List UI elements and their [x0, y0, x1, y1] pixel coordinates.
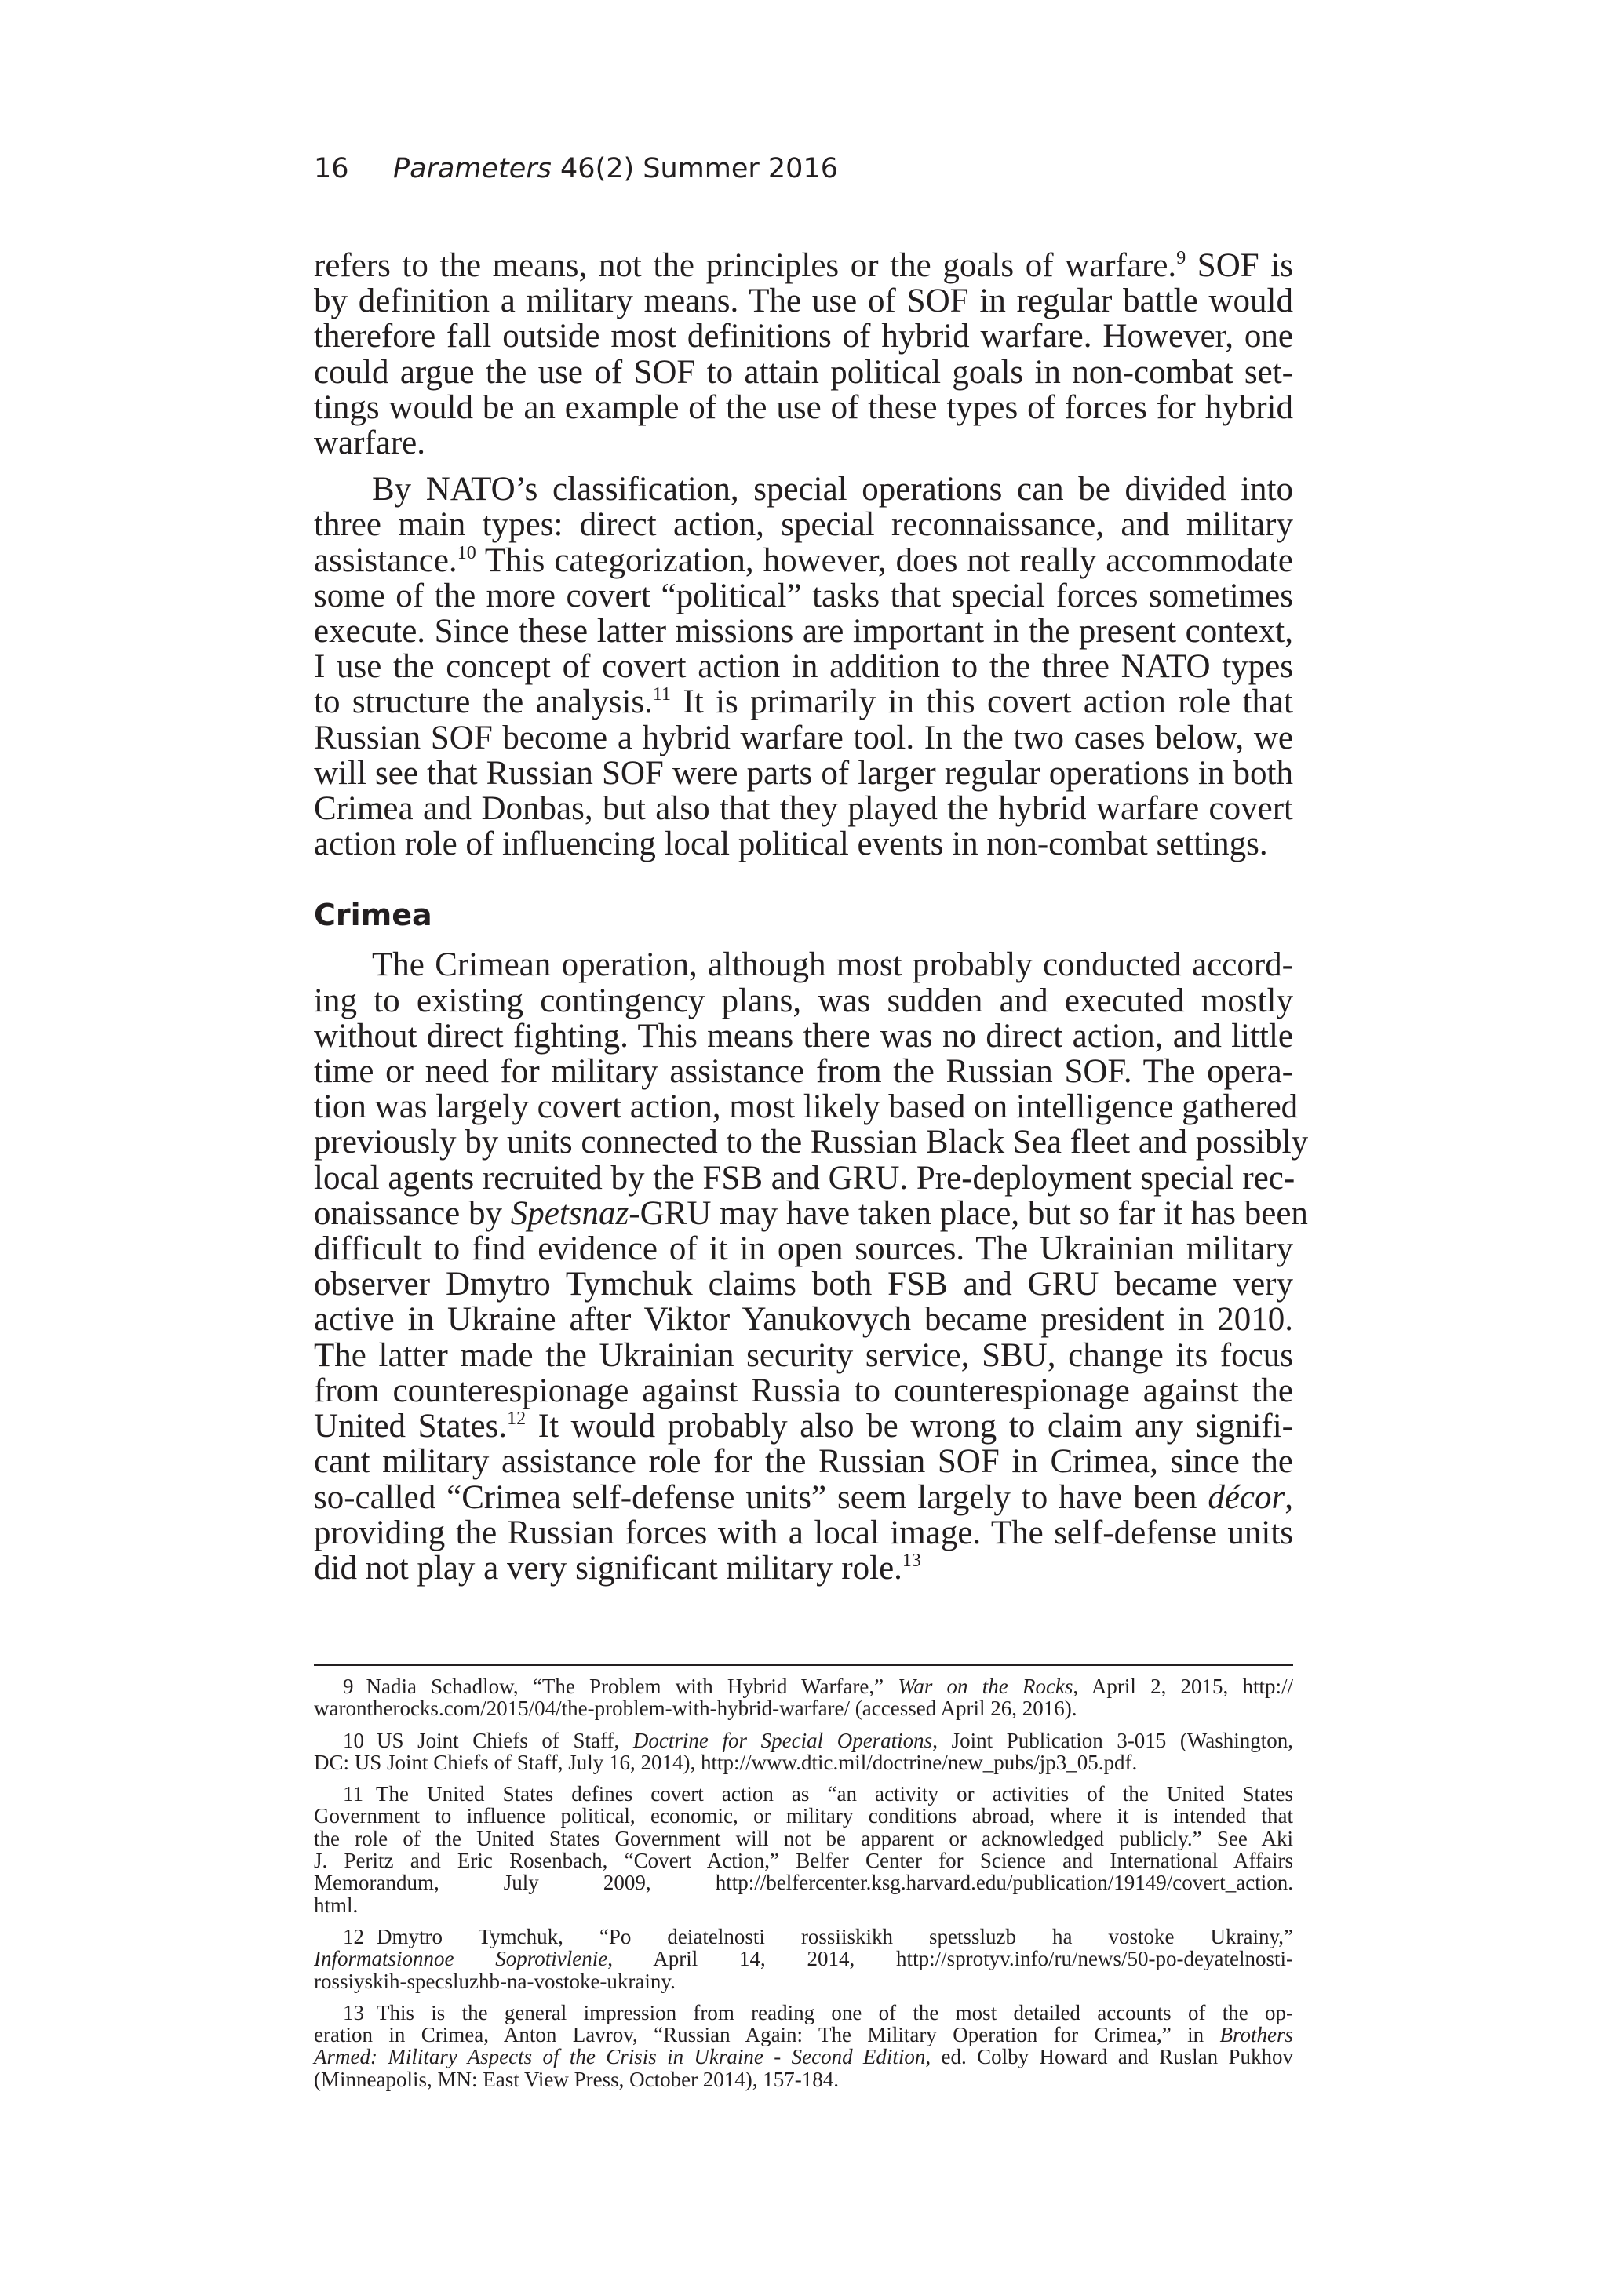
text-line: cant military assistance role for the Russian SOF in Crimea, since the: [314, 1443, 1293, 1481]
text-line: by definition a military means. The use of SOF in regular battle would: [314, 282, 1293, 320]
text-line: observer Dmytro Tymchuk claims both FSB and GRU became very: [314, 1266, 1293, 1303]
text-line: 10 US Joint Chiefs of Staff, Doctrine for Special Operations, Joint Publication 3-015 (Washington,: [343, 1728, 1293, 1752]
footnote-12: [314, 1926, 1293, 1992]
text-line: 11 The United States defines covert action as “an activity or activities of the United States: [343, 1782, 1293, 1806]
text-line: three main types: direct action, special reconnaissance, and military: [314, 506, 1293, 544]
text-line: J. Peritz and Eric Rosenbach, “Covert Action,” Belfer Center for Science and International Affairs: [314, 1849, 1293, 1873]
text-line: difficult to find evidence of it in open sources. The Ukrainian military: [314, 1230, 1293, 1268]
article-body: [314, 247, 1309, 1597]
text-line: action role of influencing local political events in non-combat settings.: [314, 825, 1268, 863]
text-line: could argue the use of SOF to attain political goals in non-combat set-: [314, 353, 1293, 391]
footnote-13: [314, 2002, 1293, 2090]
section-heading-crimea: Crimea: [314, 898, 432, 933]
text-line: The latter made the Ukrainian security service, SBU, change its focus: [314, 1336, 1293, 1374]
text-line: 13 This is the general impression from reading one of the most detailed accounts of the op-: [343, 2000, 1293, 2024]
text-line: (Minneapolis, MN: East View Press, October 2014), 157-184.: [314, 2067, 840, 2091]
text-line: so-called “Crimea self-defense units” seem largely to have been décor,: [314, 1478, 1293, 1516]
text-line: tion was largely covert action, most likely based on intelligence gathered: [314, 1088, 1299, 1126]
text-line: local agents recruited by the FSB and GRU. Pre-deployment special rec-: [314, 1159, 1295, 1197]
text-line: to structure the analysis.$^{11}$ It is primarily in this covert action role that: [314, 683, 1293, 721]
text-line: By NATO’s classification, special operations can be divided into: [372, 471, 1293, 508]
footnote-ref-10[interactable]: 10: [457, 542, 476, 563]
footnote-number: 13: [343, 2000, 364, 2024]
text-line: from counterespionage against Russia to counterespionage against the: [314, 1372, 1293, 1409]
text-line: 12 Dmytro Tymchuk, “Po deiatelnosti rossiiskikh spetssluzb ha vostoke Ukrainy,”: [343, 1924, 1293, 1948]
text-line: warfare.: [314, 425, 426, 462]
footnote-number: 12: [343, 1924, 364, 1948]
running-head: [314, 155, 838, 183]
text-line: tings would be an example of the use of these types of forces for hybrid: [314, 388, 1293, 426]
text-line: eration in Crimea, Anton Lavrov, “Russian Again: The Military Operation for Crimea,” in Brothers: [314, 2023, 1293, 2047]
text-line: DC: US Joint Chiefs of Staff, July 16, 2014), http://www.dtic.mil/doctrine/new_pubs/jp3_05.pdf.: [314, 1750, 1138, 1774]
paragraph-2: [314, 472, 1293, 862]
text-line: Memorandum, July 2009, http://belfercenter.ksg.harvard.edu/publication/19149/covert_action.: [314, 1871, 1293, 1895]
footnote-ref-9[interactable]: 9: [1176, 248, 1186, 268]
text-line: did not play a very significant military role.$^{13}$: [314, 1549, 921, 1587]
issue-info: 46(2) Summer 2016: [551, 153, 838, 184]
text-line: ing to existing contingency plans, was sudden and executed mostly: [314, 982, 1293, 1019]
text-line: the role of the United States Government will not be apparent or acknowledged publicly.” See Aki: [314, 1826, 1293, 1850]
text-line: United States.$^{12}$ It would probably also be wrong to claim any signifi-: [314, 1408, 1293, 1445]
footnotes: [314, 1675, 1293, 2100]
text-line: without direct fighting. This means there was no direct action, and little: [314, 1017, 1293, 1055]
footnote-number: 11: [343, 1782, 363, 1806]
text-line: warontherocks.com/2015/04/the-problem-with-hybrid-warfare/ (accessed April 26, 2016).: [314, 1696, 1077, 1721]
footnote-ref-12[interactable]: 12: [507, 1409, 527, 1430]
footnote-11: [314, 1783, 1293, 1916]
page-number: 16: [314, 153, 349, 184]
text-line: therefore fall outside most definitions of hybrid warfare. However, one: [314, 318, 1293, 355]
text-line: active in Ukraine after Viktor Yanukovych became president in 2010.: [314, 1301, 1293, 1339]
text-line: time or need for military assistance from the Russian SOF. The opera-: [314, 1053, 1293, 1091]
text-line: onaissance by Spetsnaz-GRU may have taken place, but so far it has been: [314, 1194, 1308, 1232]
text-line: Government to influence political, economic, or military conditions abroad, where it is intended that: [314, 1804, 1293, 1828]
footnote-9: [314, 1675, 1293, 1720]
footnote-ref-13[interactable]: 13: [902, 1550, 921, 1571]
text-line: refers to the means, not the principles or the goals of warfare.$^9$ SOF is: [314, 247, 1293, 284]
footnote-divider: [314, 1664, 1293, 1666]
text-line: providing the Russian forces with a local image. The self-defense units: [314, 1514, 1293, 1551]
footnote-number: 10: [343, 1728, 364, 1752]
footnote-number: 9: [343, 1675, 354, 1698]
text-line: Armed: Military Aspects of the Crisis in Ukraine - Second Edition, ed. Colby Howard and Ruslan Pukhov: [314, 2045, 1293, 2069]
footnote-ref-11[interactable]: 11: [652, 684, 672, 705]
text-line: execute. Since these latter missions are important in the present context,: [314, 613, 1293, 651]
text-line: 9 Nadia Schadlow, “The Problem with Hybrid Warfare,” War on the Rocks, April 2, 2015, http://: [343, 1675, 1293, 1698]
text-line: The Crimean operation, although most probably conducted accord-: [372, 946, 1293, 984]
text-line: Informatsionnoe Soprotivlenie, April 14, 2014, http://sprotyv.info/ru/news/50-po-deyatelnosti-: [314, 1947, 1293, 1971]
paragraph-3: [314, 946, 1309, 1587]
text-line: rossiyskih-specsluzhb-na-vostoke-ukrainy.: [314, 1969, 676, 1993]
paragraph-1: [314, 248, 1293, 461]
text-line: assistance.$^{10}$ This categorization, however, does not really accommodate: [314, 541, 1293, 579]
text-line: Russian SOF become a hybrid warfare tool. In the two cases below, we: [314, 719, 1293, 756]
text-line: Crimea and Donbas, but also that they played the hybrid warfare covert: [314, 790, 1293, 828]
journal-title: Parameters: [393, 153, 552, 184]
footnote-10: [314, 1729, 1293, 1774]
text-line: html.: [314, 1893, 359, 1917]
text-line: will see that Russian SOF were parts of larger regular operations in both: [314, 754, 1293, 792]
text-line: previously by units connected to the Russian Black Sea fleet and possibly: [314, 1124, 1309, 1161]
text-line: some of the more covert “political” tasks that special forces sometimes: [314, 577, 1293, 614]
text-line: I use the concept of covert action in addition to the three NATO types: [314, 648, 1293, 686]
